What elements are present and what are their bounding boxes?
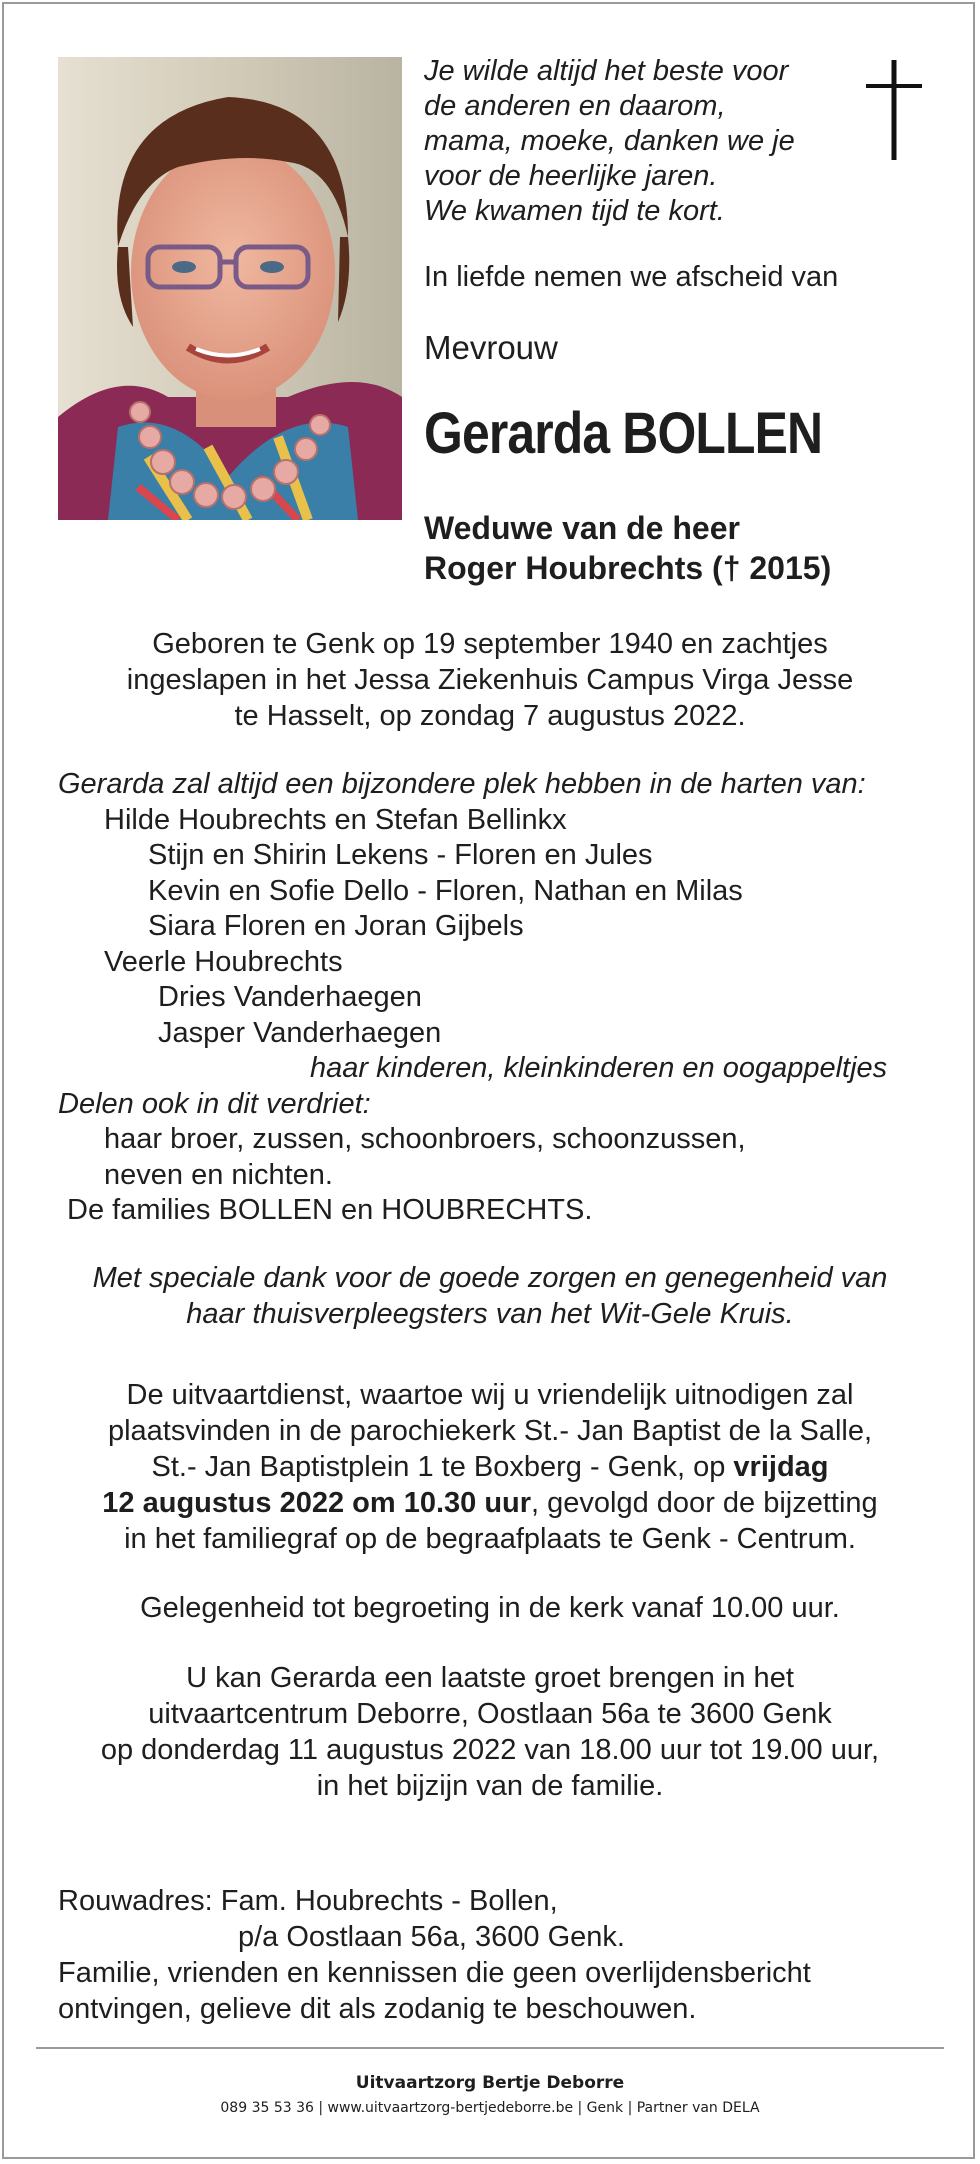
widow-of	[424, 508, 831, 588]
birth-line: Geboren te Genk op 19 september 1940 en zachtjes	[152, 628, 828, 660]
mourning-address	[58, 1884, 625, 1955]
deceased-name: Gerarda BOLLEN	[424, 401, 823, 466]
birth-details	[40, 626, 940, 734]
families-line: De families BOLLEN en HOUBRECHTS.	[67, 1194, 593, 1226]
hearts-intro: Gerarda zal altijd een bijzondere plek hebben in de harten van:	[58, 768, 866, 800]
service-details	[40, 1377, 940, 1557]
memorial-motto	[424, 54, 844, 229]
thanks-line: haar thuisverpleegsters van het Wit-Gele Kruis.	[186, 1298, 794, 1330]
service-line: in het familiegraf op de begraafplaats te Genk - Centrum.	[124, 1523, 856, 1555]
service-datetime: 12 augustus 2022 om 10.30 uur	[102, 1487, 532, 1519]
family-member: Stijn en Shirin Lekens - Floren en Jules	[148, 839, 653, 871]
thanks-line: Met speciale dank voor de goede zorgen en genegenheid van	[92, 1262, 888, 1294]
visit-line: in het bijzijn van de familie.	[316, 1770, 664, 1802]
service-line	[40, 1485, 940, 1521]
family-member: Jasper Vanderhaegen	[158, 1016, 442, 1049]
relatives-line: neven en nichten.	[104, 1158, 333, 1191]
share-intro: Delen ook in dit verdriet:	[58, 1087, 371, 1120]
salutation: Mevrouw	[424, 329, 558, 366]
service-text: St.- Jan Baptistplein 1 te Boxberg - Genk, op	[151, 1451, 734, 1483]
family-member: Dries Vanderhaegen	[158, 981, 422, 1013]
service-text: , gevolgd door de bijzetting	[531, 1487, 878, 1519]
service-line	[40, 1449, 940, 1485]
company-contact: 089 35 53 36 | www.uitvaartzorg-bertjedeborre.be | Genk | Partner van DELA	[220, 2100, 760, 2116]
family-member: Kevin en Sofie Dello - Floren, Nathan en Milas	[148, 874, 743, 907]
service-line: De uitvaartdienst, waartoe wij u vriendelijk uitnodigen zal	[126, 1379, 854, 1411]
relatives-line: haar broer, zussen, schoonbroers, schoonzussen,	[104, 1123, 746, 1155]
motto-line: de anderen en daarom,	[424, 90, 726, 122]
thanks-note	[40, 1260, 940, 1332]
notice-line: Familie, vrienden en kennissen die geen overlijdensbericht	[58, 1957, 811, 1989]
footer-divider	[36, 2047, 944, 2049]
visit-line: op donderdag 11 augustus 2022 van 18.00 uur tot 19.00 uur,	[100, 1734, 880, 1766]
birth-line: te Hasselt, op zondag 7 augustus 2022.	[234, 700, 746, 732]
birth-line: ingeslapen in het Jessa Ziekenhuis Campus Virga Jesse	[126, 664, 854, 696]
visitation-details	[40, 1660, 940, 1804]
address-line: Rouwadres: Fam. Houbrechts - Bollen,	[58, 1885, 558, 1917]
family-caption: haar kinderen, kleinkinderen en oogappeltjes	[310, 1052, 888, 1084]
family-member: Siara Floren en Joran Gijbels	[148, 910, 524, 942]
portrait-photo	[58, 57, 402, 520]
address-line: p/a Oostlaan 56a, 3600 Genk.	[238, 1920, 625, 1953]
visit-line: uitvaartcentrum Deborre, Oostlaan 56a te 3600 Genk	[148, 1698, 832, 1730]
funeral-company: Uitvaartzorg Bertje Deborre	[355, 2073, 625, 2093]
motto-line: voor de heerlijke jaren.	[424, 160, 718, 192]
family-member: Veerle Houbrechts	[104, 945, 343, 978]
family-member: Hilde Houbrechts en Stefan Bellinkx	[104, 803, 567, 836]
notice	[58, 1956, 811, 2027]
condolence-info: Gelegenheid tot begroeting in de kerk vanaf 10.00 uur.	[140, 1592, 840, 1624]
motto-line: Je wilde altijd het beste voor	[424, 55, 789, 87]
farewell-intro: In liefde nemen we afscheid van	[424, 261, 839, 293]
widow-line: Weduwe van de heer	[424, 510, 740, 546]
widow-line: Roger Houbrechts († 2015)	[424, 550, 832, 586]
visit-line: U kan Gerarda een laatste groet brengen in het	[186, 1662, 794, 1694]
latin-cross-icon	[866, 60, 922, 160]
notice-line: ontvingen, gelieve dit als zodanig te beschouwen.	[58, 1992, 697, 2025]
family-list	[58, 767, 887, 1229]
motto-line: mama, moeke, danken we je	[424, 125, 795, 157]
motto-line: We kwamen tijd te kort.	[424, 195, 725, 227]
service-line: plaatsvinden in de parochiekerk St.- Jan Baptist de la Salle,	[107, 1415, 873, 1447]
service-day: vrijdag	[733, 1451, 829, 1483]
